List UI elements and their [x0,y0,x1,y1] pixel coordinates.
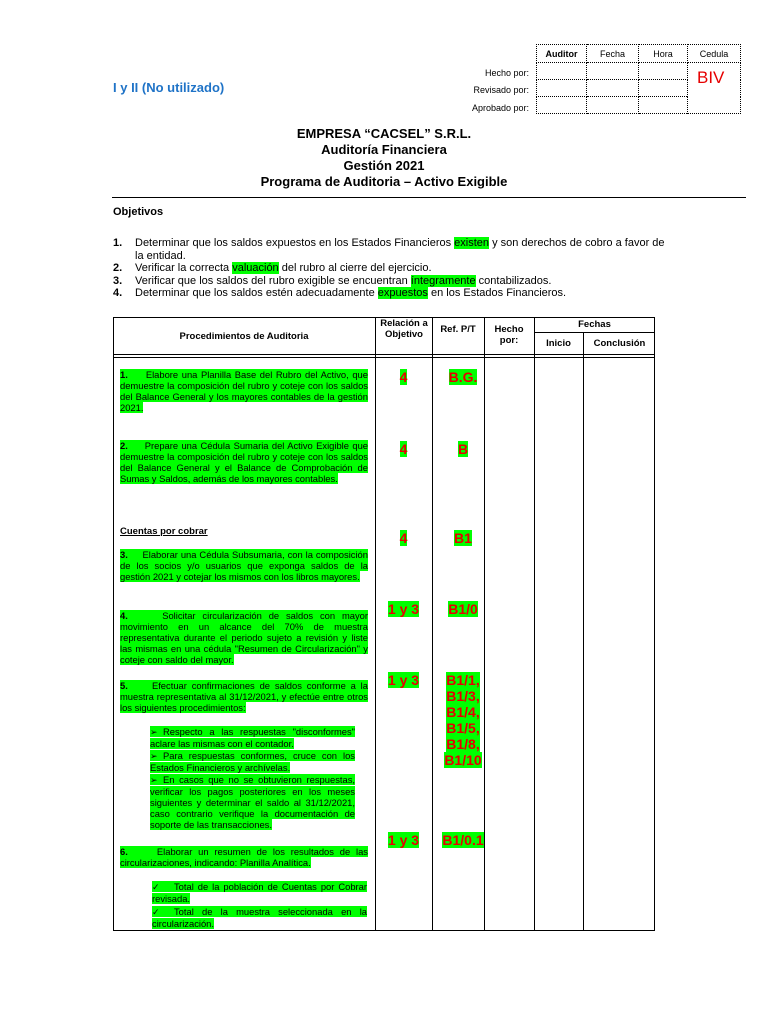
objectives-title: Objetivos [113,206,164,218]
procedure-2: 2. Prepare una Cédula Sumaria del Activo Exigible que demuestre la composición del rubro y coteje con los saldos del Balance General y el Balance de Comprobación de Sumas y Saldos, además de los mayores contables. [120,440,368,484]
signoff-row-revisado: Revisado por: [473,85,529,95]
check-bullet-icon: ✓ [152,907,160,917]
ref-2: B [457,441,469,457]
cedula-code: BIV [697,68,725,87]
signoff-cell[interactable] [587,63,639,80]
header-divider [113,354,655,355]
ref-6: B1/0.1 [442,832,484,848]
relation-1: 4 [399,369,408,385]
procedure-3: 3. Elaborar una Cédula Subsumaria, con la composición de los socios y/o usuarios que exponga saldos de la gestión 2021 y cotejar los mismos con los libros mayores. [120,549,368,582]
header-rule [112,197,746,198]
procedure-5: 5. Efectuar confirmaciones de saldos conforme a la muestra representativa al 31/12/2021, y efectúe entre otros los siguientes procedimientos: [120,680,368,713]
signoff-cell[interactable] [537,63,587,80]
col-procedures: Procedimientos de Auditoria [179,331,309,342]
sub-item-5b: ➢ Para respuestas conformes, cruce con los Estados Financieros y archívelas. [150,750,355,773]
ref-3: B1 [454,530,472,546]
procedure-6: 6. Elaborar un resumen de los resultados de las circularizaciones, indicando: Planilla Analítica. [120,846,368,868]
ref-4: B1/0 [448,601,478,617]
col-done: Hecho por: [494,324,524,346]
signoff-header-hora: Hora [639,45,688,63]
col-divider [583,332,584,931]
arrow-bullet-icon: ➢ [150,727,158,737]
ref-1: B.G. [448,369,478,385]
section-receivables: Cuentas por cobrar [120,526,208,537]
sub-item-6b: ✓ Total de la muestra seleccionada en la circularización. [152,906,367,929]
signoff-cell[interactable] [537,97,587,114]
period: Gestión 2021 [343,158,425,173]
arrow-bullet-icon: ➢ [150,751,158,761]
check-bullet-icon: ✓ [152,882,160,892]
procedure-4: 4. Solicitar circularización de saldos con mayor movimiento en un alcance del 70% de muestra representativa durante el periodo sujeto a revisión y liste las mismas en una cédula "Resumen de Circularización" y coteje con saldo del mayor. [120,610,368,665]
signoff-row-hecho: Hecho por: [484,68,529,78]
dates-divider [534,332,655,333]
signoff-header-auditor: Auditor [537,45,587,63]
col-relation: Relación a Objetivo [380,318,428,340]
sub-item-6a: ✓ Total de la población de Cuentas por Cobrar revisada. [152,881,367,904]
signoff-cell[interactable] [639,80,688,97]
signoff-cell[interactable] [639,97,688,114]
col-ref: Ref. P/T [440,324,476,335]
subject: Auditoría Financiera [321,142,447,157]
relation-2: 4 [399,441,408,457]
signoff-header-cedula: Cedula [688,45,741,63]
relation-4: 1 y 3 [387,601,420,617]
ref-5: B1/1, B1/3, B1/4, B1/5, B1/8, B1/10 [444,672,482,768]
signoff-cell[interactable] [587,97,639,114]
sub-item-5a: ➢ Respecto a las respuestas "disconformes" aclare las mismas con el contador. [150,726,355,749]
col-start: Inicio [546,338,571,349]
col-dates: Fechas [578,319,611,330]
objective-item: 1. Determinar que los saldos expuestos en los Estados Financieros existen y son derechos de cobro a favor de la entidad. [113,237,665,262]
signoff-header-fecha: Fecha [587,45,639,63]
col-end: Conclusión [593,338,646,349]
col-divider [534,317,535,931]
signoff-cell[interactable] [639,63,688,80]
relation-3: 4 [399,530,408,546]
objectives-list [113,237,673,300]
sub-item-5c: ➢ En casos que no se obtuvieron respuestas, verificar los pagos posteriores en los meses siguientes y determinar el saldo al 31/12/2021, caso contrario verifique la documentación de soporte de las transacciones. [150,774,355,830]
procedure-1: 1. Elabore una Planilla Base del Rubro del Activo, que demuestre la composición del rubro y coteje con los saldos del Balance General y los mayores contables de la gestión 2021. [120,369,368,413]
relation-5: 1 y 3 [387,672,420,688]
signoff-row-aprobado: Aprobado por: [471,103,529,113]
objective-item: 4. Determinar que los saldos estén adecuadamente expuestos en los Estados Financieros. [113,287,567,299]
company-name: EMPRESA “CACSEL” S.R.L. [296,126,472,141]
signoff-cell[interactable] [537,80,587,97]
relation-6: 1 y 3 [387,832,420,848]
objective-item: 2. Verificar la correcta valuación del rubro al cierre del ejercicio. [113,262,432,274]
objective-item: 3. Verificar que los saldos del rubro exigible se encuentran íntegramente contabilizados. [113,274,552,287]
signoff-cell[interactable] [587,80,639,97]
header-divider [113,357,655,358]
program-title: Programa de Auditoria – Activo Exigible [260,174,508,189]
document-title: I y II (No utilizado) [113,80,225,95]
arrow-bullet-icon: ➢ [150,775,158,785]
